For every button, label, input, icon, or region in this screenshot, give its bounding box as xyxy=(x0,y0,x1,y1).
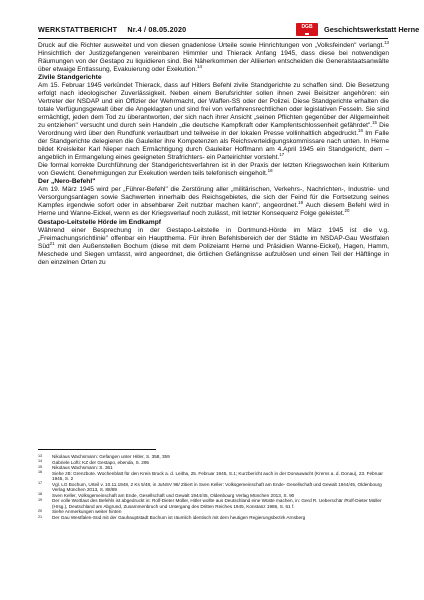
issue-number: Nr.4 / 08.05.2020 xyxy=(127,25,187,34)
header-divider xyxy=(38,38,388,39)
footnote-ref: 19 xyxy=(298,200,304,206)
footnote-number: 13 xyxy=(38,453,43,458)
footnote-divider xyxy=(38,449,156,450)
paragraph-gestapo: Während einer Besprechung in der Gestapo-Leitstelle in Dortmund-Hörde im März 1945 ist die v.g. „Freimachungsrichtlinie" offenbar ein Hauptthema. Für ihren Befehlsbereich der der Städte im NSDAP-Gau Westfalen Süd$^{21}$ mit den Außenstellen Bochum (diese mit dem Polizeiamt Herne und Präsidien Wanne-Eickel), Hagen, Hamm, Meschede und Siegen umfasst, wird angeordnet, die örtlichen Gefängnisse aufzulösen und einen Teil der Häftlinge in den einzelnen Orten zu xyxy=(38,226,389,266)
footnote-number: 14 xyxy=(38,459,43,464)
footnote-number: 18 xyxy=(38,492,43,497)
footnotes xyxy=(38,454,389,521)
footnote-ref: 13 xyxy=(384,39,389,45)
footnote-number: 16 xyxy=(38,470,43,475)
heading-nero-befehl: Der „Nero-Befehl" xyxy=(38,178,96,186)
heading-gestapo-leitstelle: Gestapo-Leitstelle Hörde im Endkampf xyxy=(38,218,162,226)
paragraph-nero: Am 19. März 1945 wird per „Führer-Befehl" die Zerstörung aller „militärischen, Verkehrs-, Nachrichten-, Industrie- und Versorgungsanlagen sowie Sachwerten innerhalb des Reichsgebietes, die sich der Feind für die Fortsetzung seines Kampfes irgendwie sofort oder in absehbarer Zeit nutzbar machen kann", angeordnet.$^{19}$ Auch diesem Befehl wird in Herne und Wanne-Eickel, wenn es der Kriegsverlauf noch zulässt, mit letzter Konsequenz Folge geleistet.$^{20}$ xyxy=(38,186,389,218)
dgb-logo xyxy=(296,23,318,36)
footnote-text: Vgl. LG Bochum, Urteil v. 10.11.1948, 2 Ks 5/48, in JuNSV 98/ Zitiert in Sven Keller: Volksgemeinschaft am Ende- Gesellschaft und Gewalt 1944/45, Oldenbourg Verlag München 2013, S. 88/89 xyxy=(52,481,382,493)
footnote-text: Gabriele Lofti: KZ der Gestapo, ebenda, S. 295 xyxy=(52,459,149,465)
footnote-ref: 14 xyxy=(197,63,202,69)
footnote-text: Sven Keller, Volksgemeinschaft am Ende, Gesellschaft und Gewalt 1944/45, Oldenbourg Verlag München 2013, S. 90 xyxy=(52,492,295,498)
footnote xyxy=(38,471,389,482)
footnote-text: Der Gau Westfalen-Süd mit der Gauhauptstadt Bochum ist räumlich identisch mit dem heutigen Regierungsbezirk Arnsberg xyxy=(52,515,306,521)
footnote-text: Nikolaus Wachsmann: Gefangen unter Hitler, S. 358, 359 xyxy=(52,454,170,459)
footnote-number: 15 xyxy=(38,464,43,469)
footnote-ref: 20 xyxy=(344,208,350,214)
footnote xyxy=(38,515,389,521)
footnote xyxy=(38,482,389,493)
footnote-text: Nikolaus Wachsmann: S. 361 xyxy=(52,465,113,471)
footnote-ref: 18 xyxy=(267,168,273,174)
paragraph-durchfuehrung: Die formal korrekte Durchführung der Standgerichtsverfahren ist in der Praxis der letzten Kriegswochen kein Kriterium von Gewicht. Genehmigungen zur Exekution werden teils telefonisch eingeholt.$^{18}$ xyxy=(38,162,389,178)
main-text xyxy=(38,39,389,267)
paragraph-standgerichte: Am 15. Februar 1945 verkündet Thierack, dass auf Hitlers Befehl zivile Standgerichte zu schaffen sind. Die Besetzung erfolgt nach ideologischer Zuverlässigkeit. Neben einem Berufsrichter sollen ihnen zwei Beisitzer angehören: ein Vertreter der NSDAP und ein Offizier der Wehrmacht, der Waffen-SS oder der Polizei. Diese Standgerichte erhalten die totale Verfügungsgewalt über die Angeklagten und sind frei von verfahrensrechtlichen oder legislativen Fesseln. Sie sind ermächtigt, jeden dem Tod zu überantworten, der sich nach ihrer Ansicht „seinen Pflichten gegenüber der Allgemeinheit zu entziehen" versucht und durch sein Handeln „die deutsche Kampfkraft oder Kampfentschlossenheit gefährdet".$^{15}$ Die Verordnung wird über den Rundfunk verlautbart und teilweise in der lokalen Presse vollinhaltlich abgedruckt.$^{16}$ Im Falle der Standgerichte delegieren die Gauleiter ihre Kompetenzen als Reichsverteidigungskommissare nach unten. In Herne bildet Kreisleiter Karl Nieper nach Ermächtigung durch Gauleiter Hoffmann am 4.April 1945 ein Standgericht, dem –angeblich in Ermangelung eines geeigneten Strafrichters- ein Parteirichter vorsteht.$^{17}$ xyxy=(38,82,389,162)
organization-name: Geschichtswerkstatt Herne xyxy=(324,25,420,34)
footnote-text: Siehe zB: Grenzbote. Wochenblatt für den Kreis Bruck a. d. Leitha, 25. Februar 1945, S.1; Kurzbericht auch in der Donauwacht (Krems a. d. Donau), 23. Februar 1945, S. 2 xyxy=(52,470,383,482)
footnote-number: 19 xyxy=(38,497,43,502)
footnote-ref: 21 xyxy=(49,240,55,246)
logo-text: DGB xyxy=(301,24,313,30)
footnote-ref: 15 xyxy=(372,120,377,126)
footnote-number: 20 xyxy=(38,508,43,513)
footnote-ref: 17 xyxy=(279,152,285,158)
report-title: WERKSTATTBERICHT xyxy=(38,25,118,34)
header-left xyxy=(38,25,194,34)
footnote-text: Der volle Wortlaut des Befehls ist abgedruckt in: Rolf-Dieter Müller, Hitler wollte aus Deutschland eine Wüste machen, in: Gerd R. Ueberschär /Rolf-Dieter Müller (Hrsg.), Deutschland am Abgrund, Zusammenbruch und Untergang des Dritten Reiches 1945, Konstanz 1986, S. 61 f. xyxy=(52,498,382,509)
footnote-ref: 16 xyxy=(358,128,363,134)
footnote-number: 17 xyxy=(38,481,43,486)
footnote-text: Siehe Anmerkungen weiter hinten xyxy=(52,509,122,515)
page-header xyxy=(38,23,420,39)
footnote xyxy=(38,498,389,509)
paragraph-intro: Druck auf die Richter ausweitet und von diesen gnadenlose Urteile sowie Hinrichtungen von „Volksfeinden" verlangt.$^{13}$ Hinsichtlich der Justizgefangenen vereinbaren Himmler und Thierack Anfang 1945, dass diese bei notwendigen Räumungen von der Gestapo zu liquidieren sind. Bei Näherkommen der Alliierten entscheiden die Generalstaatsanwälte über etwaige Entlassung, Evakuierung oder Exekution.$^{14}$ xyxy=(38,39,389,74)
footnote-number: 21 xyxy=(38,514,43,519)
heading-zivile-standgerichte: Zivile Standgerichte xyxy=(38,74,102,82)
